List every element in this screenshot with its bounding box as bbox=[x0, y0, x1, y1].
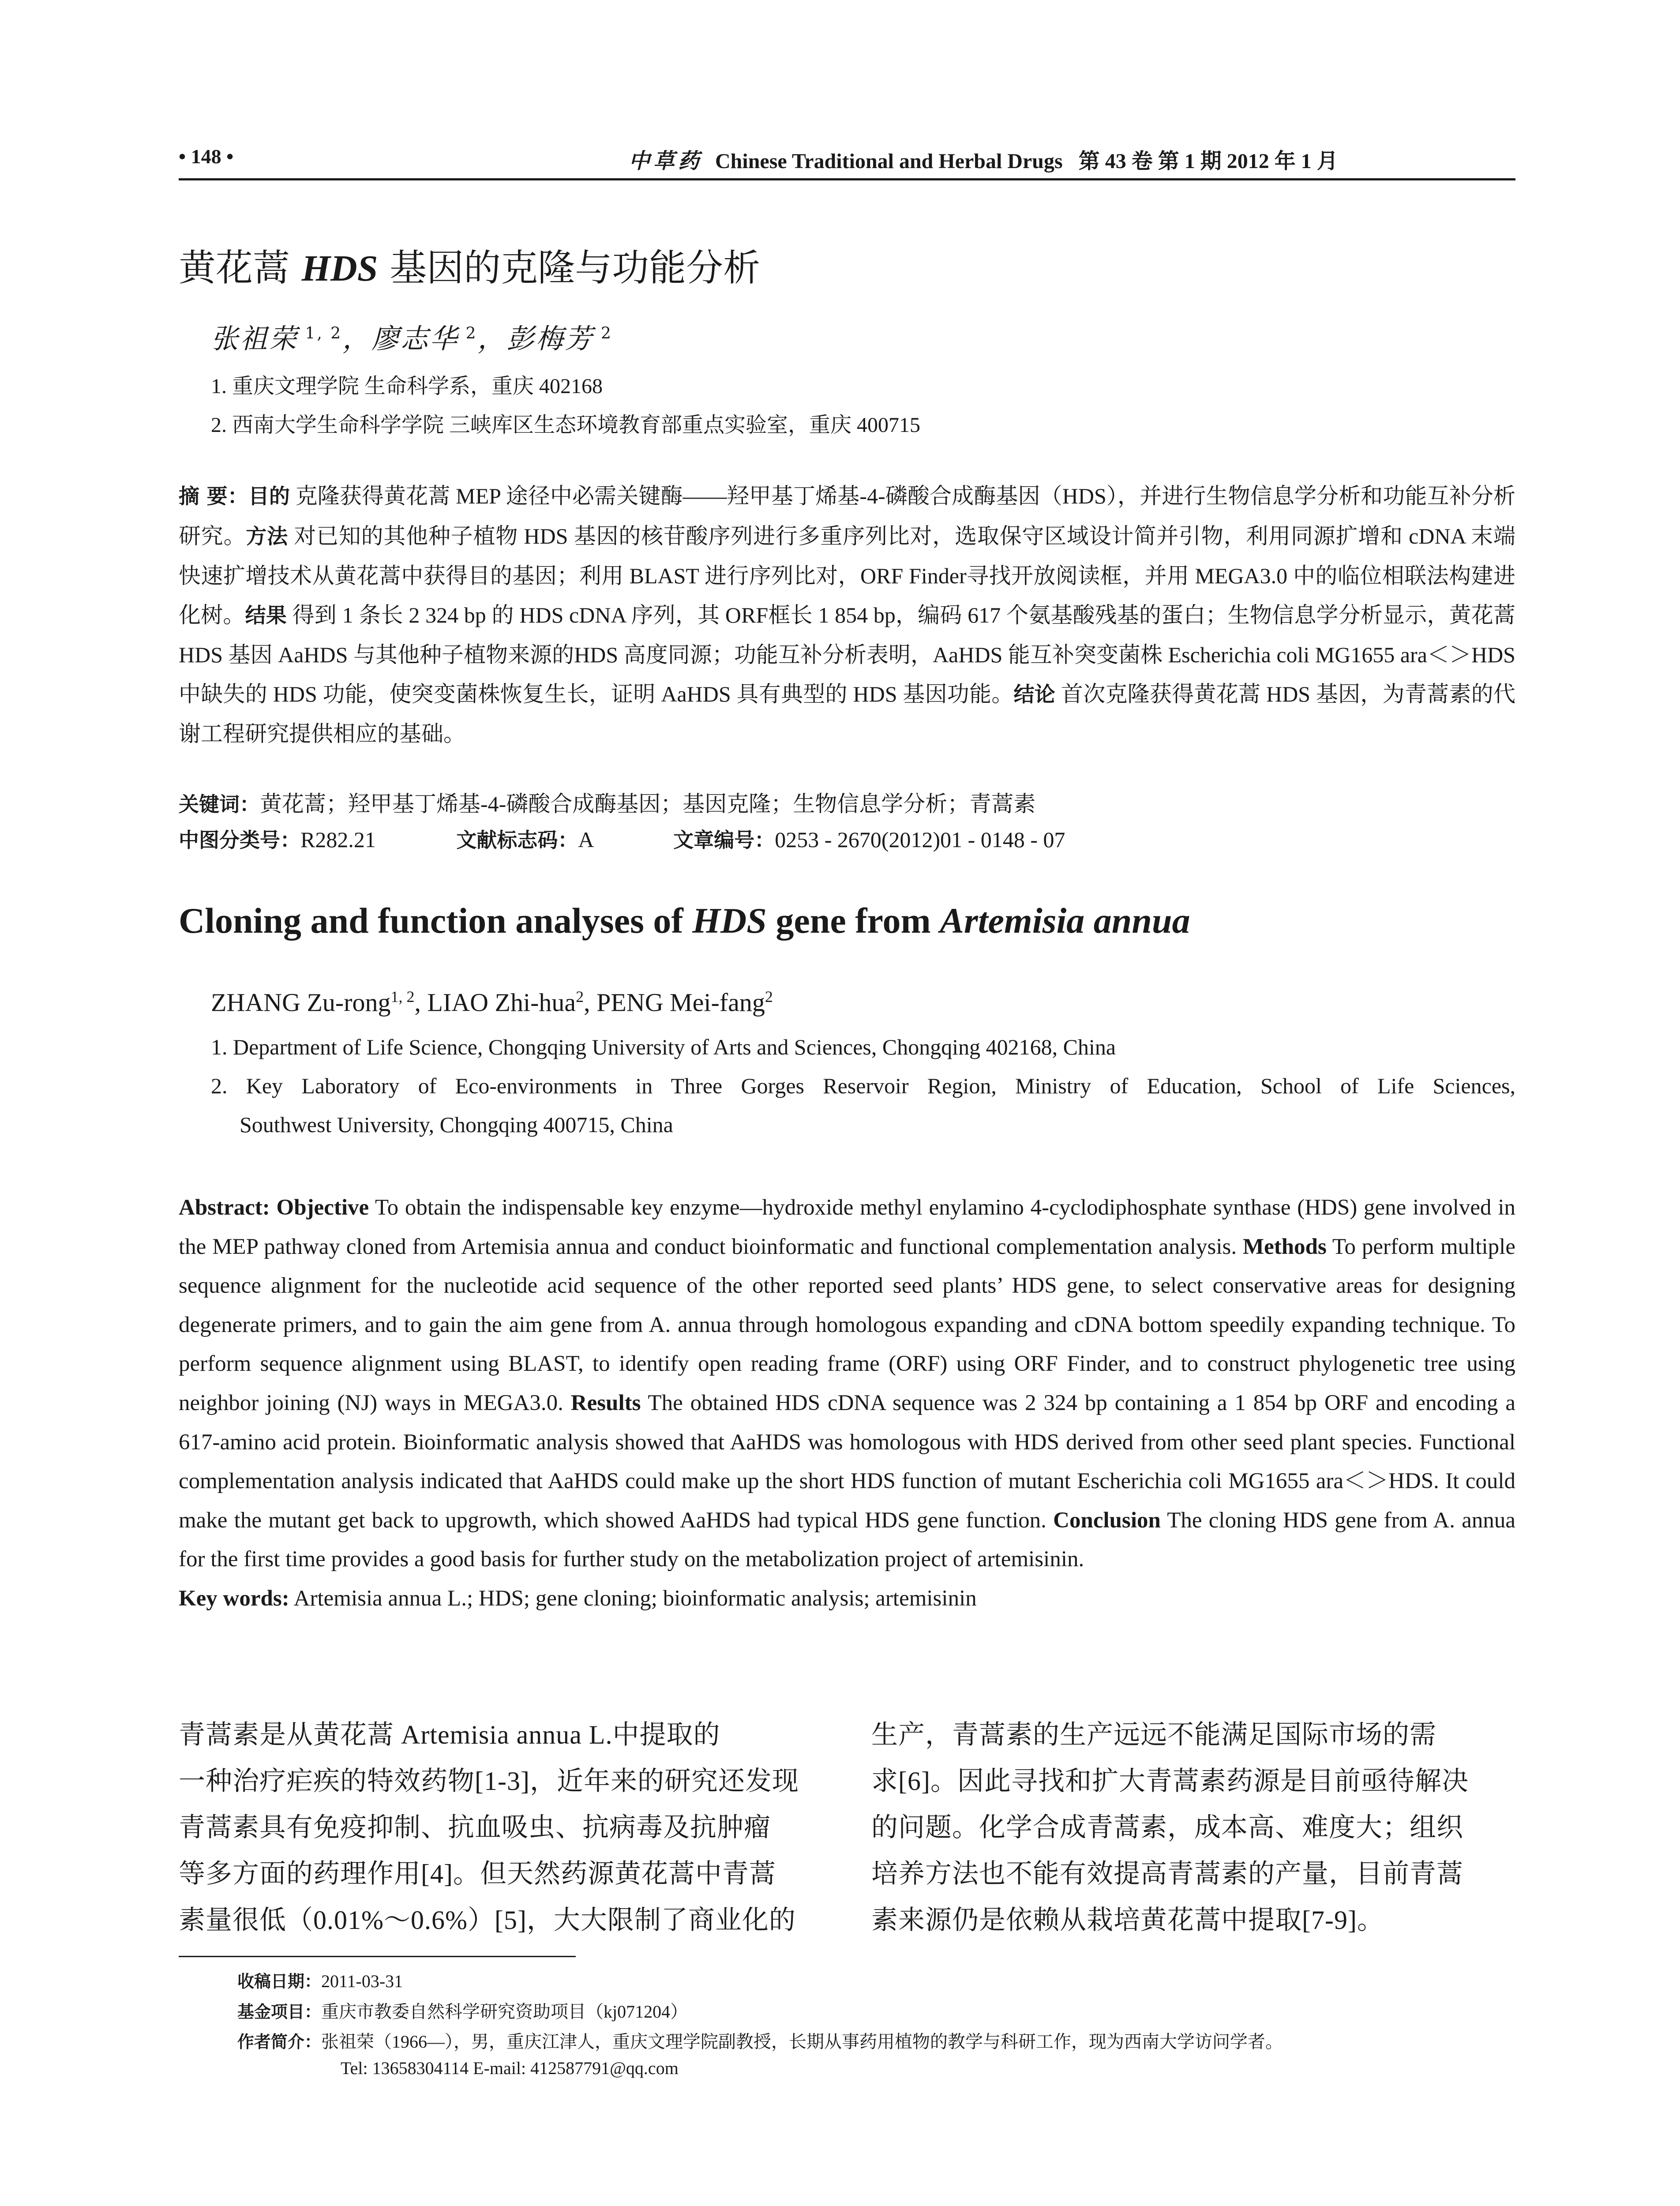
journal-line bbox=[629, 144, 1338, 174]
authors-en bbox=[211, 987, 773, 1017]
footnote-contact: Tel: 13658304114 E-mail: 412587791@qq.com bbox=[341, 2058, 679, 2078]
title-zh-post: 基因的克隆与功能分析 bbox=[378, 246, 761, 289]
author-zh-1-sup: 1, 2 bbox=[298, 324, 343, 343]
abstract-zh-text: 使突变菌株恢复生长，证明 AaHDS 具有典型的 HDS 基因功能。 bbox=[389, 681, 1014, 706]
classification-zh bbox=[179, 824, 1065, 853]
author-en-1-sup: 1, 2 bbox=[390, 988, 415, 1005]
abstract-zh-text: HDS 高度同源；功能互补分析表明，AaHDS 能互补突变菌株 Escherichia coli MG1655 ara＜＞HDS 中缺失的 HDS 功能， bbox=[179, 642, 1515, 706]
abstract-zh-text: 寻找开放阅读框，并用 MEGA3.0 中的临位相联法构建进化树。 bbox=[179, 563, 1515, 627]
body-line: 生产，青蒿素的生产远远不能满足国际市场的需 bbox=[871, 1720, 1436, 1749]
body-line: 一种治疗疟疾的特效药物[1-3]，近年来的研究还发现 bbox=[179, 1767, 799, 1796]
author-en-2: , LIAO Zhi-hua bbox=[414, 988, 576, 1017]
fund-text: 重庆市教委自然科学研究资助项目（kj071204） bbox=[321, 2002, 688, 2022]
title-zh-pre: 黄花蒿 bbox=[179, 246, 302, 289]
cls-label: 中图分类号： bbox=[179, 828, 300, 852]
abstract-zh-label-results: 结果 bbox=[245, 603, 287, 628]
affiliation-zh-2: 2. 西南大学生命科学学院 三峡库区生态环境教育部重点实验室，重庆 400715 bbox=[211, 413, 921, 437]
author-zh-2: ，廖志华 bbox=[342, 323, 459, 355]
doc-code-value: A bbox=[578, 827, 593, 852]
fund-label: 基金项目： bbox=[237, 2002, 322, 2022]
body-line: 青蒿素具有免疫抑制、抗血吸虫、抗病毒及抗肿瘤 bbox=[179, 1813, 771, 1842]
abstract-en-text: gene involved in the MEP pathway cloned from Artemisia annua and conduct bioinformatic and functional complementation analysis. bbox=[179, 1195, 1515, 1259]
abstract-zh-text: 工程研究提供相应的基础。 bbox=[201, 721, 465, 746]
authors-zh bbox=[211, 317, 613, 356]
title-en-pre: Cloning and function analyses of bbox=[179, 900, 693, 941]
article-number-label: 文章编号： bbox=[673, 828, 775, 852]
doc-code-label: 文献标志码： bbox=[456, 828, 578, 852]
abstract-en-conclusion-label: Conclusion bbox=[1053, 1508, 1161, 1533]
body-line: 的问题。化学合成青蒿素，成本高、难度大；组织 bbox=[871, 1813, 1463, 1842]
journal-name-en: Chinese Traditional and Herbal Drugs bbox=[715, 150, 1063, 173]
abstract-en-label: Abstract: Objective bbox=[179, 1195, 369, 1220]
abstract-en-text: The cloning HDS gene from A. annua for the first time bbox=[179, 1508, 1515, 1572]
keywords-en-text: Artemisia annua L.; HDS; gene cloning; bioinformatic analysis; artemisinin bbox=[289, 1586, 977, 1611]
abstract-en-text: The obtained HDS bbox=[641, 1390, 821, 1415]
footnote-author bbox=[237, 2028, 1283, 2053]
title-en bbox=[179, 900, 1190, 942]
abstract-zh-text: 首次克隆获得黄花蒿 HDS 基因，为青蒿素的代谢 bbox=[179, 681, 1515, 746]
title-zh bbox=[179, 238, 760, 292]
cls-value: R282.21 bbox=[300, 827, 376, 852]
author-zh-1: 张祖荣 bbox=[211, 323, 299, 355]
footnote-divider bbox=[179, 1956, 576, 1957]
abstract-en-methods-label: Methods bbox=[1243, 1234, 1327, 1259]
body-line: 等多方面的药理作用[4]。但天然药源黄花蒿中青蒿 bbox=[179, 1859, 776, 1888]
author-en-1: ZHANG Zu-rong bbox=[211, 988, 391, 1017]
article-number-value: 0253 - 2670(2012)01 - 0148 - 07 bbox=[775, 827, 1065, 852]
footnote-received bbox=[237, 1968, 403, 1992]
page-number: • 148 • bbox=[179, 145, 234, 168]
abstract-en-text: provides a good basis for further study on the metabolization project of artemisinin. bbox=[331, 1547, 1084, 1572]
received-label: 收稿日期： bbox=[237, 1972, 322, 1991]
keywords-zh bbox=[179, 786, 1035, 818]
body-column-right bbox=[871, 1712, 1515, 1943]
abstract-zh-text: 框长 1 854 bp，编码 617 个氨基酸残基的蛋白；生物信息学分析显示，黄花蒿 HDS 基因 AaHDS 与其他种子植物来源的 bbox=[179, 602, 1516, 667]
author-bio-label: 作者简介： bbox=[237, 2032, 322, 2052]
title-en-species: Artemisia annua bbox=[940, 900, 1190, 941]
abstract-zh-text: 得到 1 条长 2 324 bp 的 HDS cDNA 序列，其 ORF bbox=[286, 602, 769, 627]
abstract-zh-label-objective: 摘 要：目的 bbox=[179, 484, 290, 509]
journal-issue: 第 43 卷 第 1 期 2012 年 1 月 bbox=[1078, 150, 1338, 173]
abstract-zh-text: 计简并引物，利用同源扩增和 cDNA 末端快速扩增技术从黄花蒿中获得目的基因；利用 BLAST 进行序列比对，ORF Finder bbox=[179, 523, 1516, 588]
author-en-3: , PENG Mei-fang bbox=[584, 988, 765, 1017]
keywords-zh-text: 黄花蒿；羟甲基丁烯基-4-磷酸合成酶基因；基因克隆；生物信息学分析；青蒿素 bbox=[260, 792, 1036, 816]
keywords-en-label: Key words: bbox=[179, 1586, 289, 1611]
journal-name-zh: 中草药 bbox=[629, 149, 703, 173]
abstract-en-text: To obtain the indispensable key enzyme—hydroxide methyl enylamino 4-cyclodiphosphate synthase (HDS) bbox=[369, 1195, 1358, 1220]
abstract-en-text: upgrowth, which showed AaHDS had typical HDS gene function. bbox=[445, 1508, 1054, 1533]
abstract-zh-label-methods: 方法 bbox=[246, 524, 288, 549]
abstract-zh bbox=[179, 476, 1515, 754]
author-zh-3-sup: 2 bbox=[594, 324, 613, 343]
body-column-left bbox=[179, 1712, 823, 1943]
abstract-zh-text: 克隆获得黄花蒿 MEP 途径中必需关键酶——羟甲基丁烯基-4-磷酸合成酶基因（HDS），并进行生物信息 bbox=[290, 484, 1294, 508]
author-bio-text: 张祖荣（1966—），男，重庆江津人，重庆文理学院副教授，长期从事药用植物的教学与科研工作，现为西南大学访问学者。 bbox=[321, 2032, 1283, 2052]
abstract-en-text: cDNA sequence was 2 324 bp containing a 1 854 bp ORF and encoding a 617-amino acid protein. Bioinformatic analysis showed that bbox=[179, 1390, 1515, 1455]
author-zh-2-sup: 2 bbox=[459, 324, 478, 343]
affiliation-en-2: 2. Key Laboratory of Eco-environments in Three Gorges Reservoir Region, Ministry of Education, School of Life Sciences, bbox=[211, 1073, 1515, 1098]
author-zh-3: ，彭梅芳 bbox=[477, 323, 594, 355]
abstract-zh-label-conclusion: 结论 bbox=[1013, 682, 1056, 707]
abstract-en-text: could make up the short HDS function of mutant Escherichia coli MG1655 ara＜＞HDS. It could make the mutant get back to bbox=[179, 1469, 1515, 1533]
abstract-en-text: AaHDS was homologous with HDS derived from other seed plant species. Functional complementation analysis indicated that AaHDS bbox=[179, 1429, 1516, 1494]
title-en-gene: HDS bbox=[692, 900, 767, 941]
abstract-en bbox=[179, 1188, 1515, 1618]
received-date: 2011-03-31 bbox=[321, 1971, 403, 1991]
abstract-zh-text: 学分析和功能互补分析研究。 bbox=[179, 484, 1515, 548]
affiliation-zh-1: 1. 重庆文理学院 生命科学系，重庆 402168 bbox=[211, 375, 603, 398]
title-en-mid: gene from bbox=[766, 900, 940, 941]
title-zh-gene: HDS bbox=[301, 248, 378, 289]
abstract-zh-text: 对已知的其他种子植物 HDS 基因的核苷酸序列进行多重序列比对，选取保守区域设 bbox=[288, 523, 1112, 548]
abstract-en-text: To perform multiple sequence alignment for the nucleotide acid sequence of the other reported seed plants’ HDS gene, to bbox=[179, 1234, 1515, 1298]
body-line: 求[6]。因此寻找和扩大青蒿素药源是目前亟待解决 bbox=[871, 1767, 1469, 1796]
body-line: 素来源仍是依赖从栽培黄花蒿中提取[7-9]。 bbox=[871, 1906, 1384, 1935]
affiliation-en-1: 1. Department of Life Science, Chongqing University of Arts and Sciences, Chongqing 402168, China bbox=[211, 1035, 1116, 1059]
abstract-en-text: cDNA bottom speedily expanding technique. To perform sequence alignment using BLAST, to identify open reading frame (ORF) bbox=[179, 1312, 1516, 1377]
body-line: 培养方法也不能有效提高青蒿素的产量，目前青蒿 bbox=[871, 1859, 1463, 1888]
page-header bbox=[179, 140, 1515, 180]
footnote-fund bbox=[237, 1998, 688, 2023]
abstract-en-results-label: Results bbox=[570, 1390, 641, 1415]
affiliation-en-2-cont: Southwest University, Chongqing 400715, China bbox=[240, 1112, 673, 1137]
body-line: 青蒿素是从黄花蒿 Artemisia annua L.中提取的 bbox=[179, 1720, 720, 1749]
abstract-en-text: using ORF Finder, and to construct phylogenetic tree using neighbor joining (NJ) ways in MEGA3.0. bbox=[179, 1351, 1515, 1415]
abstract-en-text: select conservative areas for designing degenerate primers, and to gain the aim gene from A. annua through homologous expanding and bbox=[179, 1273, 1515, 1337]
body-line: 素量很低（0.01%～0.6%）[5]，大大限制了商业化的 bbox=[179, 1906, 796, 1935]
author-en-2-sup: 2 bbox=[576, 988, 584, 1005]
author-en-3-sup: 2 bbox=[765, 988, 773, 1005]
keywords-zh-label: 关键词： bbox=[179, 792, 260, 816]
